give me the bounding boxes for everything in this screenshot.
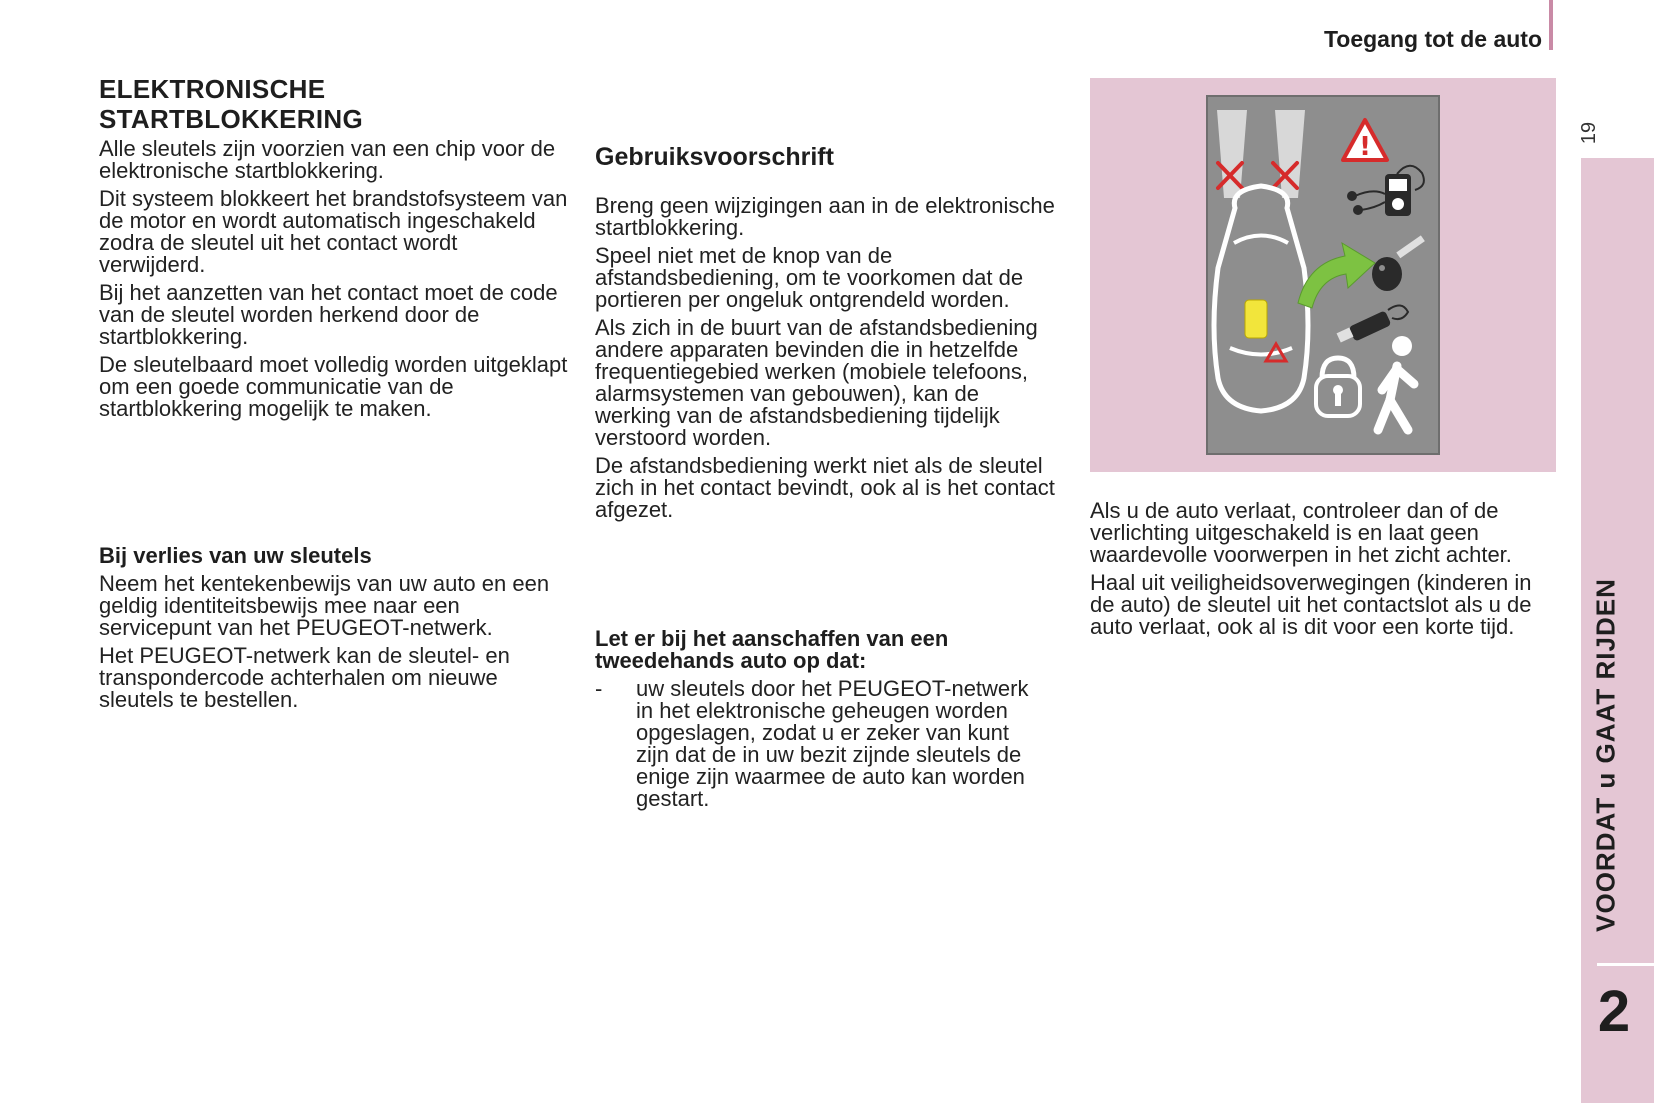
paragraph: Als u de auto verlaat, controleer dan of de verlichting uitgeschakeld is en laat geen waardevolle voorwerpen in het zicht achter. — [1090, 498, 1512, 567]
header-rule — [1549, 0, 1553, 50]
column-1 — [99, 74, 569, 426]
running-header: Toegang tot de auto — [1323, 26, 1542, 52]
vehicle-safety-illustration — [1090, 78, 1556, 472]
paragraph: Bij het aanzetten van het contact moet de code van de sleutel worden herkend door de startblokkering. — [99, 280, 558, 349]
paragraph: De sleutelbaard moet volledig worden uitgeklapt om een goede communicatie van de startblokkering mogelijk te maken. — [99, 352, 568, 421]
paragraph: Het PEUGEOT-netwerk kan de sleutel- en transpondercode achterhalen om nieuwe sleutels te bestellen. — [99, 643, 510, 712]
column-2 — [595, 143, 1060, 171]
paragraph: Neem het kentekenbewijs van uw auto en een geldig identiteitsbewijs mee naar een servicepunt van het PEUGEOT-netwerk. — [99, 571, 550, 640]
illustration-panel — [1090, 78, 1556, 472]
list-item — [595, 678, 1035, 810]
page-number: 19 — [1578, 121, 1600, 145]
paragraph: Haal uit veiligheidsoverwegingen (kinderen in de auto) de sleutel uit het contactslot als u de auto verlaat, ook al is dit voor een korte tijd. — [1090, 570, 1532, 639]
chapter-number: 2 — [1597, 979, 1631, 1044]
safety-vest-icon — [1245, 300, 1267, 338]
paragraph: De afstandsbediening werkt niet als de sleutel zich in het contact bevindt, ook al is het contact afgezet. — [595, 453, 1055, 522]
chapter-tab-label-wrap — [1582, 565, 1630, 945]
section-title-line-1: ELEKTRONISCHE — [99, 74, 326, 104]
column-2-body — [595, 195, 1060, 527]
loss-heading: Bij verlies van uw sleutels — [99, 543, 372, 568]
paragraph: Breng geen wijzigingen aan in de elektronische startblokkering. — [595, 193, 1055, 240]
column-2-lower — [595, 628, 1035, 810]
usage-heading: Gebruiksvoorschrift — [595, 143, 834, 171]
list-dash: - — [595, 676, 603, 701]
paragraph: Speel niet met de knop van de afstandsbediening, om te voorkomen dat de portieren per ongeluk ontgrendeld worden. — [595, 243, 1024, 312]
paragraph: Als zich in de buurt van de afstandsbediening andere apparaten bevinden die in hetzelfde frequentiegebied werken (mobiele telefoons, alarmsystemen van gebouwen), kan de werking van de afstandsbediening tijdelijk verstoord worden. — [595, 315, 1038, 450]
chapter-tab-label: VOORDAT u GAAT RIJDEN — [1590, 578, 1621, 932]
svg-text:!: ! — [1359, 132, 1371, 162]
column-1-lower — [99, 545, 569, 717]
used-car-heading: Let er bij het aanschaffen van een tweedehands auto op dat: — [595, 626, 949, 673]
section-title-line-2: STARTBLOKKERING — [99, 104, 364, 134]
list-item-text: uw sleutels door het PEUGEOT-netwerk in het elektronische geheugen worden opgeslagen, zodat u er zeker van kunt zijn dat de in uw bezit zijnde sleutels de enige zijn waarmee de auto kan worden gestart. — [636, 676, 1029, 811]
paragraph: Alle sleutels zijn voorzien van een chip voor de elektronische startblokkering. — [99, 136, 556, 183]
paragraph: Dit systeem blokkeert het brandstofsysteem van de motor en wordt automatisch ingeschakeld zodra de sleutel uit het contact wordt verwijderd. — [99, 186, 568, 277]
column-3 — [1090, 500, 1560, 644]
chapter-tab-rule — [1597, 963, 1654, 966]
section-title — [99, 74, 569, 134]
